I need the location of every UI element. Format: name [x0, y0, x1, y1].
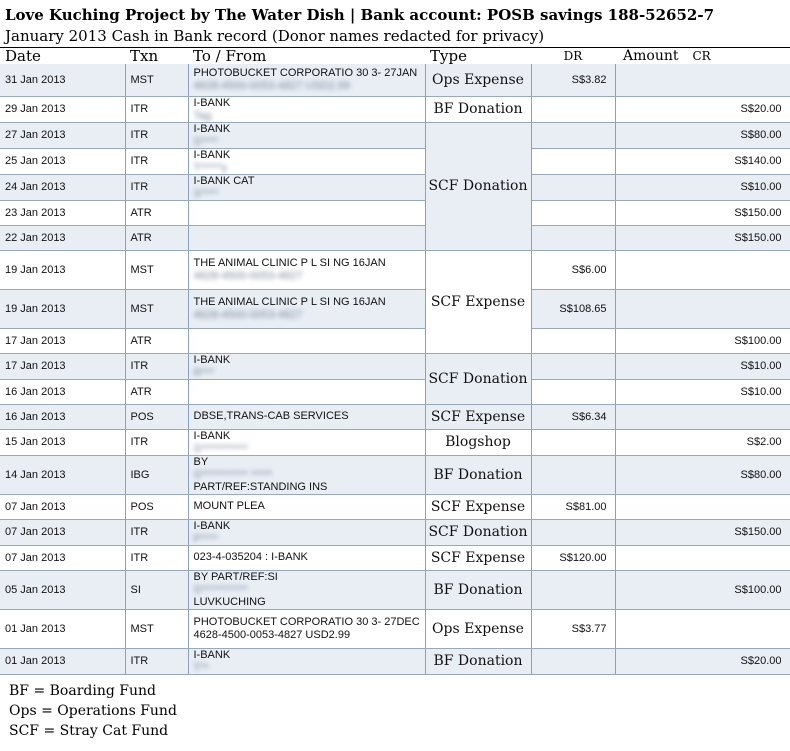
- dr-cell: S$81.00: [531, 494, 615, 519]
- date-cell: 23 Jan 2013: [0, 200, 125, 225]
- table-row: [0, 96, 790, 122]
- to-from-line1: BY PART/REF:SI: [193, 570, 278, 583]
- date-cell: 14 Jan 2013: [0, 455, 125, 494]
- to-from-line2: LUVKUCHING: [193, 595, 266, 608]
- cr-cell: [615, 545, 790, 570]
- txn-cell: ITR: [125, 122, 188, 148]
- redacted-name: Tag: [193, 109, 212, 122]
- cr-cell: S$100.00: [615, 570, 790, 609]
- cr-cell: [615, 250, 790, 289]
- table-row: [0, 148, 790, 174]
- to-from-line2: PART/REF:STANDING INS: [193, 480, 328, 493]
- page-title: Love Kuching Project by The Water Dish | Bank account: POSB savings 188-52652-7: [5, 6, 715, 24]
- txn-cell: ITR: [125, 429, 188, 455]
- cr-cell: S$10.00: [615, 174, 790, 200]
- table-row: [0, 200, 790, 225]
- to-from-cell: [188, 200, 425, 225]
- dr-cell: [531, 122, 615, 148]
- dr-cell: [531, 429, 615, 455]
- to-from-cell: [188, 379, 425, 404]
- to-from-line1: DBSE,TRANS-CAB SERVICES: [193, 410, 349, 422]
- date-cell: 19 Jan 2013: [0, 289, 125, 328]
- dr-cell: S$3.82: [531, 64, 615, 96]
- dr-cell: [531, 379, 615, 404]
- type-cell: Ops Expense: [425, 609, 531, 648]
- txn-cell: IBG: [125, 455, 188, 494]
- txn-cell: ITR: [125, 648, 188, 674]
- date-cell: 27 Jan 2013: [0, 122, 125, 148]
- cr-cell: S$80.00: [615, 122, 790, 148]
- date-cell: 16 Jan 2013: [0, 404, 125, 429]
- dr-cell: [531, 200, 615, 225]
- txn-cell: POS: [125, 494, 188, 519]
- to-from-line1: 023-4-035204 : I-BANK: [193, 551, 308, 563]
- table-row: [0, 648, 790, 674]
- to-from-line2: 4628-4500-0053-4827 USD2.99: [193, 628, 351, 641]
- type-cell: SCF Expense: [425, 545, 531, 570]
- table-row: [0, 328, 790, 353]
- type-cell: SCF Expense: [425, 250, 531, 353]
- txn-cell: ITR: [125, 174, 188, 200]
- cr-cell: [615, 404, 790, 429]
- date-cell: 07 Jan 2013: [0, 545, 125, 570]
- page-subtitle: January 2013 Cash in Bank record (Donor names redacted for privacy): [5, 27, 545, 45]
- date-cell: 01 Jan 2013: [0, 609, 125, 648]
- date-cell: 31 Jan 2013: [0, 64, 125, 96]
- to-from-cell: [188, 122, 425, 148]
- table-row: [0, 570, 790, 609]
- header-row: [0, 48, 790, 65]
- type-cell: SCF Donation: [425, 519, 531, 545]
- cr-cell: S$10.00: [615, 379, 790, 404]
- to-from-cell: [188, 96, 425, 122]
- cr-cell: S$80.00: [615, 455, 790, 494]
- ledger-body: [0, 64, 790, 674]
- txn-cell: SI: [125, 570, 188, 609]
- date-cell: 01 Jan 2013: [0, 648, 125, 674]
- redacted-name: S***********: [193, 442, 248, 455]
- cr-cell: S$140.00: [615, 148, 790, 174]
- cr-cell: S$20.00: [615, 648, 790, 674]
- table-row: [0, 429, 790, 455]
- redacted-name: T**: [193, 661, 209, 674]
- redacted-name: S***********: [193, 583, 248, 596]
- date-cell: 29 Jan 2013: [0, 96, 125, 122]
- dr-cell: S$6.00: [531, 250, 615, 289]
- to-from-line1: I-BANK: [193, 122, 231, 135]
- table-row: [0, 519, 790, 545]
- to-from-line1: I-BANK: [193, 148, 231, 161]
- table-row: [0, 379, 790, 404]
- to-from-cell: [188, 455, 425, 494]
- to-from-line1: BY: [193, 455, 209, 468]
- cr-cell: S$150.00: [615, 200, 790, 225]
- type-cell: SCF Donation: [425, 122, 531, 250]
- ledger-table: [0, 47, 790, 675]
- date-cell: 24 Jan 2013: [0, 174, 125, 200]
- table-row: [0, 289, 790, 328]
- dr-cell: [531, 570, 615, 609]
- cr-cell: S$20.00: [615, 96, 790, 122]
- header-dr-label: DR: [563, 49, 583, 63]
- cr-cell: [615, 494, 790, 519]
- date-cell: 15 Jan 2013: [0, 429, 125, 455]
- cr-cell: S$150.00: [615, 519, 790, 545]
- header-amount-cr: [615, 48, 790, 65]
- cr-cell: [615, 64, 790, 96]
- to-from-line2: 4628-4500-0053-4827: [193, 269, 303, 282]
- to-from-line1: I-BANK: [193, 648, 231, 661]
- table-row: [0, 225, 790, 250]
- to-from-line2: 4628-4500-0053-4827 USD2.99: [193, 79, 351, 92]
- type-cell: BF Donation: [425, 455, 531, 494]
- redacted-name: T*****y: [193, 161, 228, 174]
- table-row: [0, 609, 790, 648]
- type-cell: BF Donation: [425, 96, 531, 122]
- header-to-from: To / From: [188, 48, 425, 65]
- to-from-cell: [188, 250, 425, 289]
- to-from-line1: I-BANK: [193, 353, 231, 366]
- to-from-cell: [188, 609, 425, 648]
- to-from-cell: [188, 64, 425, 96]
- to-from-line1: THE ANIMAL CLINIC P L SI NG 16JAN: [193, 256, 386, 269]
- txn-cell: MST: [125, 289, 188, 328]
- to-from-cell: [188, 289, 425, 328]
- dr-cell: [531, 174, 615, 200]
- to-from-line1: I-BANK: [193, 429, 231, 442]
- to-from-cell: [188, 353, 425, 379]
- table-row: [0, 353, 790, 379]
- txn-cell: MST: [125, 250, 188, 289]
- txn-cell: MST: [125, 64, 188, 96]
- header-type: Type: [425, 48, 531, 65]
- legend-scf: SCF = Stray Cat Fund: [9, 723, 169, 739]
- table-row: [0, 404, 790, 429]
- type-cell: Blogshop: [425, 429, 531, 455]
- to-from-cell: [188, 545, 425, 570]
- to-from-cell: [188, 148, 425, 174]
- to-from-line1: THE ANIMAL CLINIC P L SI NG 16JAN: [193, 295, 386, 308]
- cr-cell: S$10.00: [615, 353, 790, 379]
- cr-cell: S$100.00: [615, 328, 790, 353]
- table-row: [0, 494, 790, 519]
- to-from-line1: MOUNT PLEA: [193, 500, 265, 512]
- to-from-cell: [188, 570, 425, 609]
- to-from-cell: [188, 225, 425, 250]
- date-cell: 17 Jan 2013: [0, 353, 125, 379]
- header-txn: Txn: [125, 48, 188, 65]
- txn-cell: ITR: [125, 519, 188, 545]
- type-cell: SCF Expense: [425, 404, 531, 429]
- redacted-name: R***: [193, 366, 215, 379]
- cr-cell: S$150.00: [615, 225, 790, 250]
- txn-cell: ATR: [125, 328, 188, 353]
- table-row: [0, 545, 790, 570]
- txn-cell: ATR: [125, 200, 188, 225]
- txn-cell: POS: [125, 404, 188, 429]
- date-cell: 07 Jan 2013: [0, 494, 125, 519]
- type-cell: BF Donation: [425, 570, 531, 609]
- date-cell: 25 Jan 2013: [0, 148, 125, 174]
- legend-bf: BF = Boarding Fund: [9, 683, 156, 699]
- date-cell: 22 Jan 2013: [0, 225, 125, 250]
- to-from-line1: I-BANK: [193, 96, 231, 109]
- redacted-name: P****: [193, 532, 218, 545]
- txn-cell: ATR: [125, 379, 188, 404]
- cr-cell: S$2.00: [615, 429, 790, 455]
- dr-cell: S$6.34: [531, 404, 615, 429]
- to-from-cell: [188, 519, 425, 545]
- cr-cell: [615, 609, 790, 648]
- txn-cell: ITR: [125, 545, 188, 570]
- to-from-line1: I-BANK: [193, 519, 231, 532]
- txn-cell: MST: [125, 609, 188, 648]
- table-row: [0, 455, 790, 494]
- to-from-cell: [188, 328, 425, 353]
- to-from-cell: [188, 404, 425, 429]
- txn-cell: ITR: [125, 96, 188, 122]
- type-cell: SCF Donation: [425, 353, 531, 404]
- to-from-line1: I-BANK CAT: [193, 174, 255, 187]
- dr-cell: [531, 96, 615, 122]
- header-dr: [531, 48, 615, 65]
- dr-cell: [531, 353, 615, 379]
- table-row: [0, 250, 790, 289]
- date-cell: 19 Jan 2013: [0, 250, 125, 289]
- dr-cell: S$108.65: [531, 289, 615, 328]
- type-cell: BF Donation: [425, 648, 531, 674]
- date-cell: 05 Jan 2013: [0, 570, 125, 609]
- to-from-cell: [188, 494, 425, 519]
- dr-cell: S$120.00: [531, 545, 615, 570]
- dr-cell: [531, 328, 615, 353]
- redacted-name: S*********** *****: [193, 468, 273, 481]
- header-cr-label: CR: [692, 49, 711, 63]
- dr-cell: [531, 225, 615, 250]
- dr-cell: [531, 148, 615, 174]
- to-from-line1: PHOTOBUCKET CORPORATIO 30 3- 27JAN: [193, 66, 418, 79]
- dr-cell: S$3.77: [531, 609, 615, 648]
- redacted-name: S****: [193, 135, 218, 148]
- redacted-name: S****: [193, 187, 218, 200]
- type-cell: Ops Expense: [425, 64, 531, 96]
- legend-ops: Ops = Operations Fund: [9, 703, 177, 719]
- date-cell: 07 Jan 2013: [0, 519, 125, 545]
- to-from-line1: PHOTOBUCKET CORPORATIO 30 3- 27DEC: [193, 615, 420, 628]
- table-row: [0, 64, 790, 96]
- cr-cell: [615, 289, 790, 328]
- dr-cell: [531, 519, 615, 545]
- txn-cell: ITR: [125, 148, 188, 174]
- dr-cell: [531, 455, 615, 494]
- date-cell: 17 Jan 2013: [0, 328, 125, 353]
- header-date: Date: [0, 48, 125, 65]
- txn-cell: ITR: [125, 353, 188, 379]
- to-from-cell: [188, 174, 425, 200]
- header-amount-label: Amount: [623, 48, 679, 64]
- to-from-line2: 4628-4500-0053-4827: [193, 308, 303, 321]
- table-row: [0, 174, 790, 200]
- table-row: [0, 122, 790, 148]
- date-cell: 16 Jan 2013: [0, 379, 125, 404]
- to-from-cell: [188, 648, 425, 674]
- dr-cell: [531, 648, 615, 674]
- to-from-cell: [188, 429, 425, 455]
- type-cell: SCF Expense: [425, 494, 531, 519]
- txn-cell: ATR: [125, 225, 188, 250]
